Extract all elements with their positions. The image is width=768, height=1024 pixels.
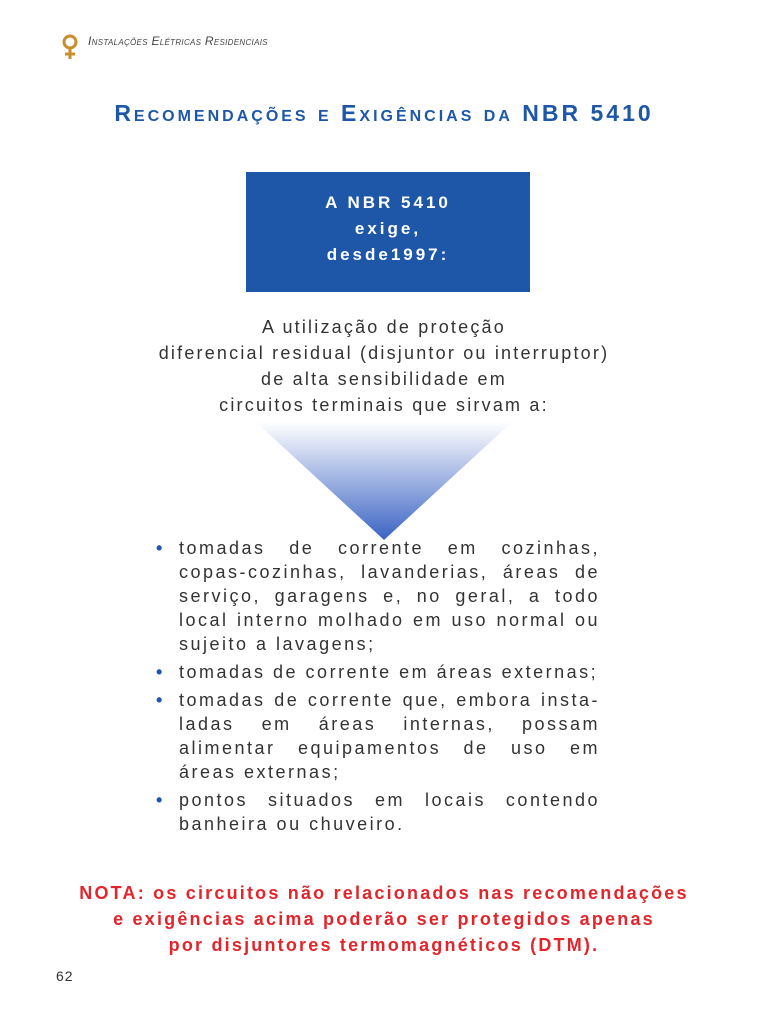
- highlight-box-line: desde1997:: [326, 245, 450, 264]
- list-item-text: pontos situados em locais contendo banheira ou chuveiro.: [179, 790, 600, 834]
- page-number: 62: [56, 968, 74, 984]
- note-line: e exigências acima poderão ser protegidos apenas: [113, 909, 655, 929]
- highlight-box-line: exige,: [354, 219, 422, 238]
- list-item: [156, 688, 600, 784]
- note-line: por disjuntores termomagnéticos (DTM).: [168, 935, 600, 955]
- venus-symbol-icon: [60, 34, 80, 60]
- intro-line: circuitos terminais que sirvam a:: [219, 395, 549, 415]
- down-triangle-graphic: [256, 422, 512, 540]
- intro-line: A utilização de proteção: [262, 317, 506, 337]
- list-item-text: tomadas de corrente que, embora insta-ladas em áreas internas, possam alimentar equipamentos de uso em áreas externas;: [179, 690, 600, 782]
- requirements-list: [156, 536, 600, 840]
- list-item: [156, 660, 600, 684]
- bullet-icon: •: [156, 538, 165, 558]
- page-title: Recomendações e Exigências da NBR 5410: [114, 100, 654, 126]
- intro-paragraph: [0, 314, 768, 418]
- bullet-icon: •: [156, 690, 165, 710]
- note-block: [0, 880, 768, 958]
- highlight-box-line: A NBR 5410: [325, 193, 451, 212]
- list-item: [156, 536, 600, 656]
- intro-line: de alta sensibilidade em: [261, 369, 507, 389]
- bullet-icon: •: [156, 662, 165, 682]
- bullet-icon: •: [156, 790, 165, 810]
- list-item-text: tomadas de corrente em áreas externas;: [179, 662, 599, 682]
- intro-line: diferencial residual (disjuntor ou interruptor): [158, 343, 610, 363]
- running-header: Instalações Elétricas Residenciais: [88, 34, 268, 48]
- list-item: [156, 788, 600, 836]
- list-item-text: tomadas de corrente em cozinhas, copas-cozinhas, lavanderias, áreas de serviço, garagens e, no geral, a todo local interno molhado em uso normal ou sujeito a lavagens;: [179, 538, 600, 654]
- highlight-box: [246, 172, 530, 292]
- note-line: NOTA: os circuitos não relacionados nas recomendações: [79, 883, 689, 903]
